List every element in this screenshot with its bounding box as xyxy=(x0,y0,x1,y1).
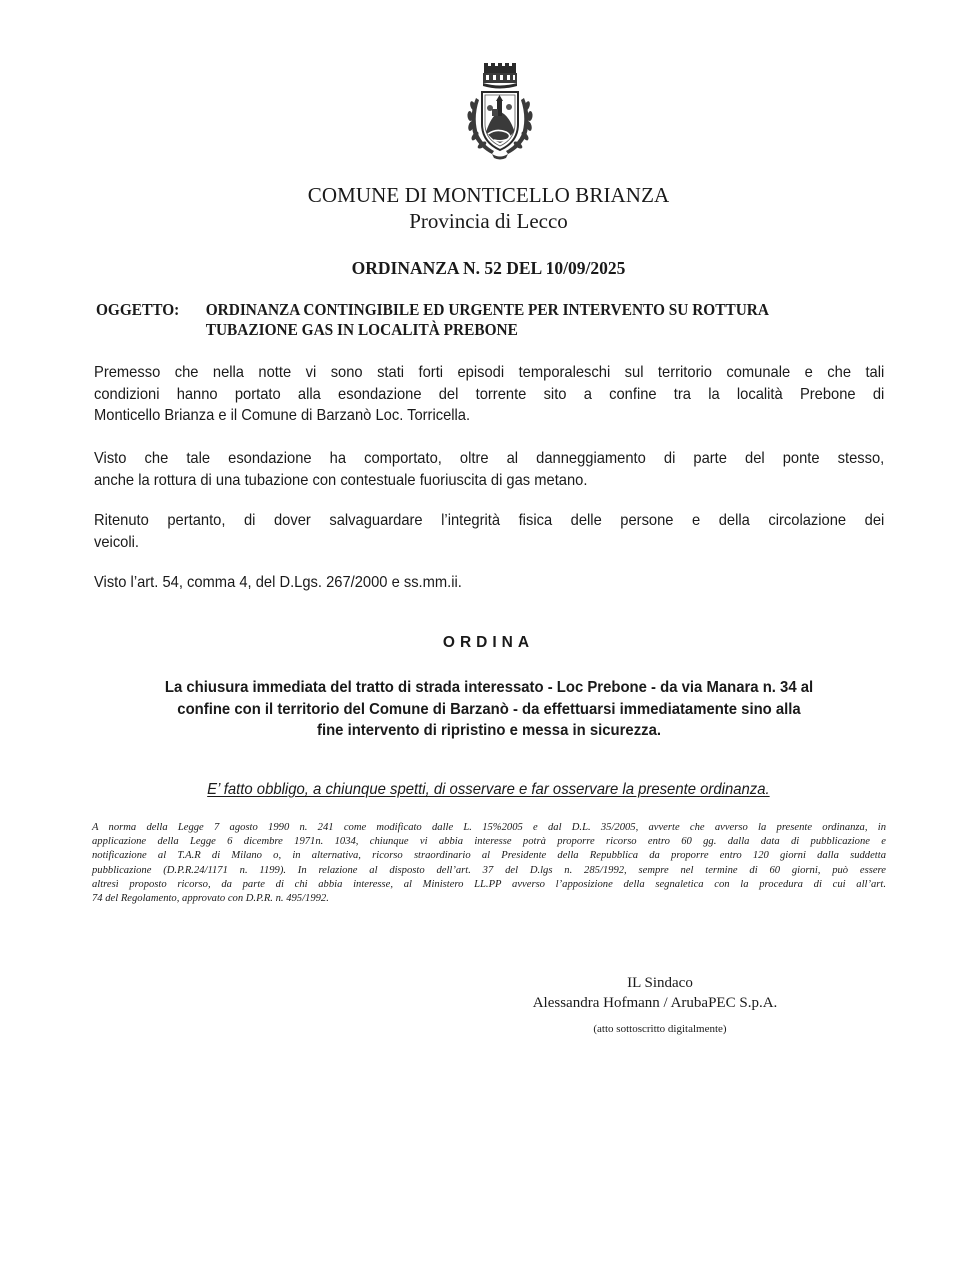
legal-footnote xyxy=(92,821,886,906)
paragraph-line: condizioni hanno portato alla esondazione del torrente sito a confine tra la località Prebone di xyxy=(94,385,885,403)
municipality-name: COMUNE DI MONTICELLO BRIANZA xyxy=(307,183,670,207)
footnote-line: applicazione della Legge 6 dicembre 1971n. 1034, chiunque vi abbia interesse potrà proporre ricorso entro 60 gg. dalla data di pubblicazione e xyxy=(92,836,886,848)
province-name: Provincia di Lecco xyxy=(409,209,568,233)
paragraph-line: Monticello Brianza e il Comune di Barzanò Loc. Torricella. xyxy=(94,407,471,424)
paragraph-line: Visto che tale esondazione ha comportato, oltre al danneggiamento di parte del ponte stesso, xyxy=(94,450,885,467)
premise-paragraph xyxy=(94,362,884,427)
paragraph-line: Premesso che nella notte vi sono stati forti episodi temporaleschi sul territorio comunale e che tali xyxy=(94,364,885,381)
digital-signature-note: (atto sottoscritto digitalmente) xyxy=(593,1023,727,1035)
order-line: confine con il territorio del Comune di Barzanò - da effettuarsi immediatamente sino alla xyxy=(177,700,801,718)
footnote-line: 74 del Regolamento, approvato con D.P.R. n. 495/1992. xyxy=(92,892,329,904)
subject-line: ORDINANZA CONTINGIBILE ED URGENTE PER INTERVENTO SU ROTTURA xyxy=(205,300,769,319)
ordina-heading: ORDINA xyxy=(442,634,535,651)
subject-text xyxy=(206,300,913,340)
footnote-line: A norma della Legge 7 agosto 1990 n. 241 come modificato dalle L. 15%2005 e dal D.L. 35/2005, avverte che avverso la presente ordinanza, in xyxy=(92,822,886,833)
shield-icon xyxy=(482,92,518,150)
subject-line: TUBAZIONE GAS IN LOCALITÀ PREBONE xyxy=(205,320,518,339)
order-text xyxy=(84,677,894,742)
footnote-line: altresì proposto ricorso, da parte di chi abbia interesse, al Ministero LL.PP avverso l’apposizione della segnaletica con la procedura di cui all’art. xyxy=(92,878,886,890)
paragraph-line: veicoli. xyxy=(94,533,139,551)
obligation-statement xyxy=(0,780,977,800)
footnote-line: pubblicazione (D.P.R.24/1171 n. 1199). In relazione al disposto dell’art. 37 del D.lgs n. 285/1992, sempre nel termine di 60 giorni, può essere xyxy=(92,864,886,876)
footnote-line: notificazione al T.A.R di Milano o, in alternativa, ricorso straordinario al Presidente della Repubblica da proporre entro 120 giorni dalla suddetta xyxy=(92,850,886,862)
premise-paragraph xyxy=(94,572,884,594)
municipal-coat-of-arms-icon xyxy=(462,62,538,162)
order-line: fine intervento di ripristino e messa in sicurezza. xyxy=(316,722,661,739)
premise-paragraph xyxy=(94,448,884,491)
order-line: La chiusura immediata del tratto di strada interessato - Loc Prebone - da via Manara n. 34 al xyxy=(164,679,814,696)
signature-block xyxy=(480,973,830,1036)
paragraph-line: Ritenuto pertanto, di dover salvaguardare l’integrità fisica delle persone e della circolazione dei xyxy=(94,512,885,529)
signatory-name: Alessandra Hofmann / ArubaPEC S.p.A. xyxy=(532,995,778,1011)
ordinance-title: ORDINANZA N. 52 DEL 10/09/2025 xyxy=(351,258,626,278)
subject-label: OGGETTO: xyxy=(96,300,180,319)
paragraph-line: anche la rottura di una tubazione con contestuale fuoriuscita di gas metano. xyxy=(94,471,588,489)
paragraph-line: Visto l’art. 54, comma 4, del D.Lgs. 267/2000 e ss.mm.ii. xyxy=(94,574,462,591)
obligation-text: E’ fatto obbligo, a chiunque spetti, di osservare e far osservare la presente ordinanza. xyxy=(207,781,770,798)
signatory-title: IL Sindaco xyxy=(627,975,693,991)
premise-paragraph xyxy=(94,510,884,553)
crown-icon xyxy=(483,63,517,89)
